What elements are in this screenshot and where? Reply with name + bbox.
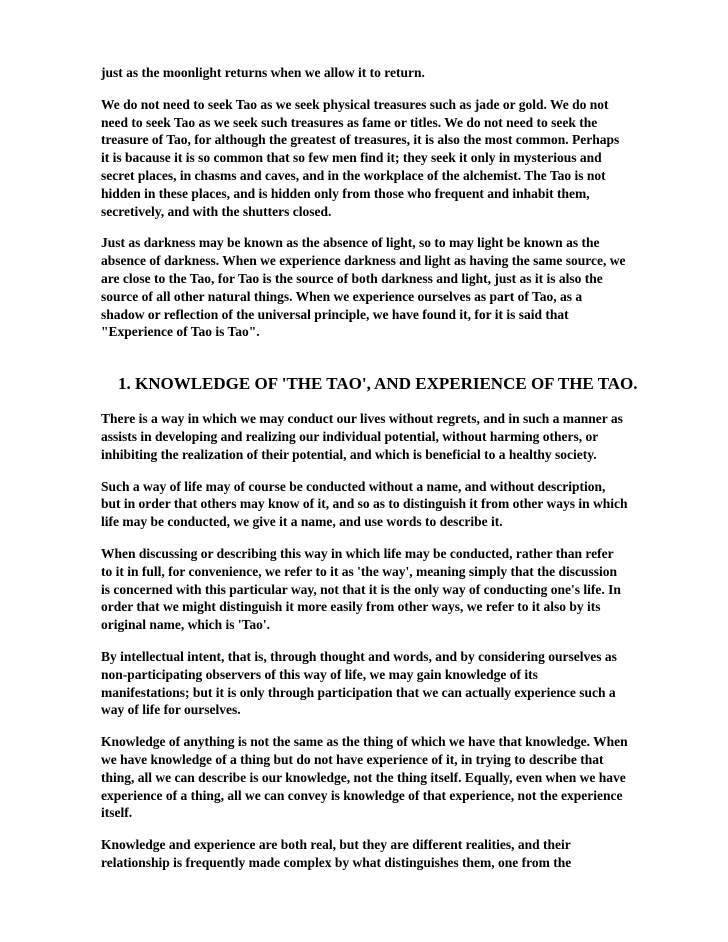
paragraph-seek-tao: We do not need to seek Tao as we seek physical treasures such as jade or gold. We do not need to seek Tao as we seek such treasures as fame or titles. We do not need to seek the treasure of Tao, for although the greatest of treasures, it is also the most common. Perhaps it is bacause it is so common that so few men find it; they seek it only in mysterious and secret places, in chasms and caves, and in the workplace of the alchemist. The Tao is not hidden in these places, and is hidden only from those who frequent and inhabit them, secretively, and with the shutters closed. <box>101 96 620 219</box>
document-page <box>101 64 638 886</box>
section-heading: 1. KNOWLEDGE OF 'THE TAO', AND EXPERIENCE OF THE TAO. <box>118 374 638 394</box>
paragraph-the-way: When discussing or describing this way in which life may be conducted, rather than refer to it in full, for convenience, we refer to it as 'the way', meaning simply that the discussion is concerned with this particular way, not that it is the only way of conducting one's life. In order that we might distinguish it more easily from other ways, we refer to it also by its original name, which is 'Tao'. <box>101 545 621 633</box>
paragraph-intellectual-intent: By intellectual intent, that is, through thought and words, and by considering ourselves as non-participating observers of this way of life, we may gain knowledge of its manifestations; but it is only through participation that we can actually experience such a way of life for ourselves. <box>101 648 617 718</box>
paragraph-knowledge-experience: Knowledge and experience are both real, but they are different realities, and their relationship is frequently made complex by what distinguishes them, one from the <box>101 837 572 870</box>
paragraph-knowledge-thing: Knowledge of anything is not the same as the thing of which we have that knowledge. When we have knowledge of a thing but do not have experience of it, in trying to describe that thing, all we can describe is our knowledge, not the thing itself. Equally, even when we have experience of a thing, all we can convey is knowledge of that experience, not the experience itself. <box>101 734 628 821</box>
paragraph-darkness-light: Just as darkness may be known as the absence of light, so to may light be known as the absence of darkness. When we experience darkness and light as having the same source, we are close to the Tao, for Tao is the source of both darkness and light, just as it is also the source of all other natural things. When we experience ourselves as part of Tao, as a shadow or reflection of the universal principle, we have found it, for it is said that "Experience of Tao is Tao". <box>101 235 626 340</box>
paragraph-name-description: Such a way of life may of course be conducted without a name, and without description, but in order that others may know of it, and so as to distinguish it from other ways in which life may be conducted, we give it a name, and use words to describe it. <box>101 478 628 530</box>
paragraph-way-of-life: There is a way in which we may conduct our lives without regrets, and in such a manner as assists in developing and realizing our individual potential, without harming others, or inhibiting the realization of their potential, and which is beneficial to a healthy society. <box>101 411 623 462</box>
paragraph-moonlight: just as the moonlight returns when we allow it to return. <box>101 65 425 80</box>
